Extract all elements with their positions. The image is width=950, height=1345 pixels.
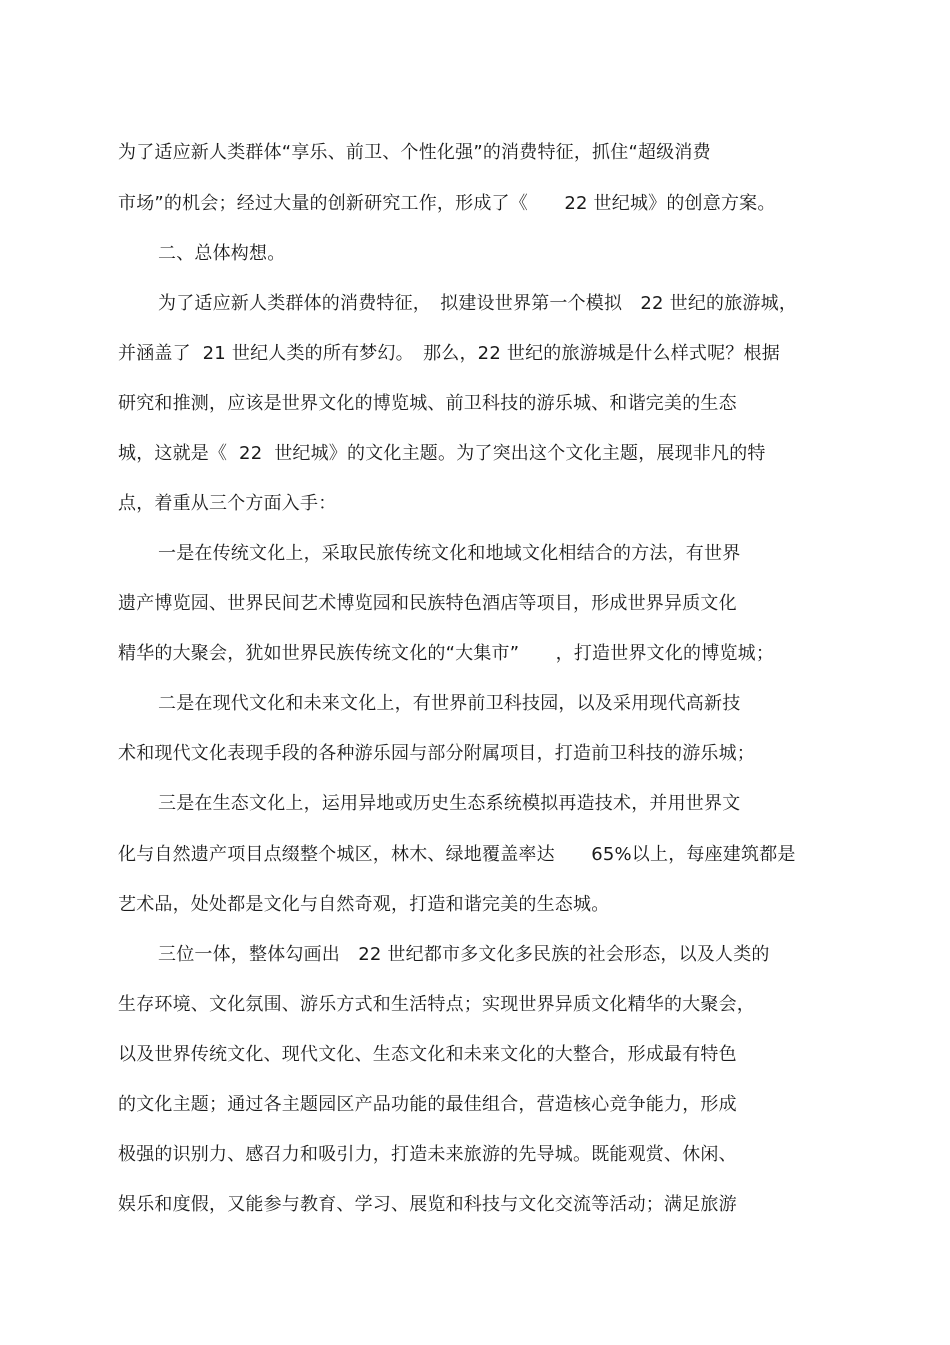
text-line: 点，着重从三个方面入手： bbox=[118, 493, 337, 514]
text-line: 娱乐和度假，又能参与教育、学习、展览和科技与文化交流等活动；满足旅游 bbox=[118, 1194, 737, 1215]
text-line: 艺术品，处处都是文化与自然奇观，打造和谐完美的生态城。 bbox=[118, 894, 610, 915]
text-line: 城，这就是《 22 世纪城》的文化主题。为了突出这个文化主题，展现非凡的特 bbox=[118, 443, 766, 464]
text-line: 并涵盖了 21 世纪人类的所有梦幻。 那么，22 世纪的旅游城是什么样式呢？根据 bbox=[118, 343, 780, 364]
text-line: 三是在生态文化上，运用异地或历史生态系统模拟再造技术，并用世界文 bbox=[158, 793, 741, 814]
text-line: 市场”的机会；经过大量的创新研究工作，形成了《 22 世纪城》的创意方案。 bbox=[118, 193, 776, 214]
text-line: 精华的大聚会，犹如世界民族传统文化的“大集市” ，打造世界文化的博览城； bbox=[118, 643, 775, 664]
text-line: 的文化主题；通过各主题园区产品功能的最佳组合，营造核心竞争能力，形成 bbox=[118, 1094, 737, 1115]
text-line: 生存环境、文化氛围、游乐方式和生活特点；实现世界异质文化精华的大聚会， bbox=[118, 994, 755, 1015]
text-line: 三位一体，整体勾画出 22 世纪都市多文化多民族的社会形态，以及人类的 bbox=[158, 944, 770, 965]
text-line: 遗产博览园、世界民间艺术博览园和民族特色酒店等项目，形成世界异质文化 bbox=[118, 593, 737, 614]
text-line: 为了适应新人类群体“享乐、前卫、个性化强”的消费特征，抓住“超级消费 bbox=[118, 142, 711, 163]
section-heading: 二、总体构想。 bbox=[158, 243, 286, 264]
text-line: 极强的识别力、感召力和吸引力，打造未来旅游的先导城。既能观赏、休闲、 bbox=[118, 1144, 737, 1165]
text-line: 为了适应新人类群体的消费特征， 拟建设世界第一个模拟 22 世纪的旅游城， bbox=[158, 293, 798, 314]
text-line: 术和现代文化表现手段的各种游乐园与部分附属项目，打造前卫科技的游乐城； bbox=[118, 743, 755, 764]
text-line: 二是在现代文化和未来文化上，有世界前卫科技园，以及采用现代高新技 bbox=[158, 693, 741, 714]
text-line: 以及世界传统文化、现代文化、生态文化和未来文化的大整合，形成最有特色 bbox=[118, 1044, 737, 1065]
text-line: 研究和推测，应该是世界文化的博览城、前卫科技的游乐城、和谐完美的生态 bbox=[118, 393, 737, 414]
text-line: 一是在传统文化上，采取民旅传统文化和地域文化相结合的方法，有世界 bbox=[158, 543, 741, 564]
text-line: 化与自然遗产项目点缀整个城区，林木、绿地覆盖率达 65%以上，每座建筑都是 bbox=[118, 844, 796, 865]
